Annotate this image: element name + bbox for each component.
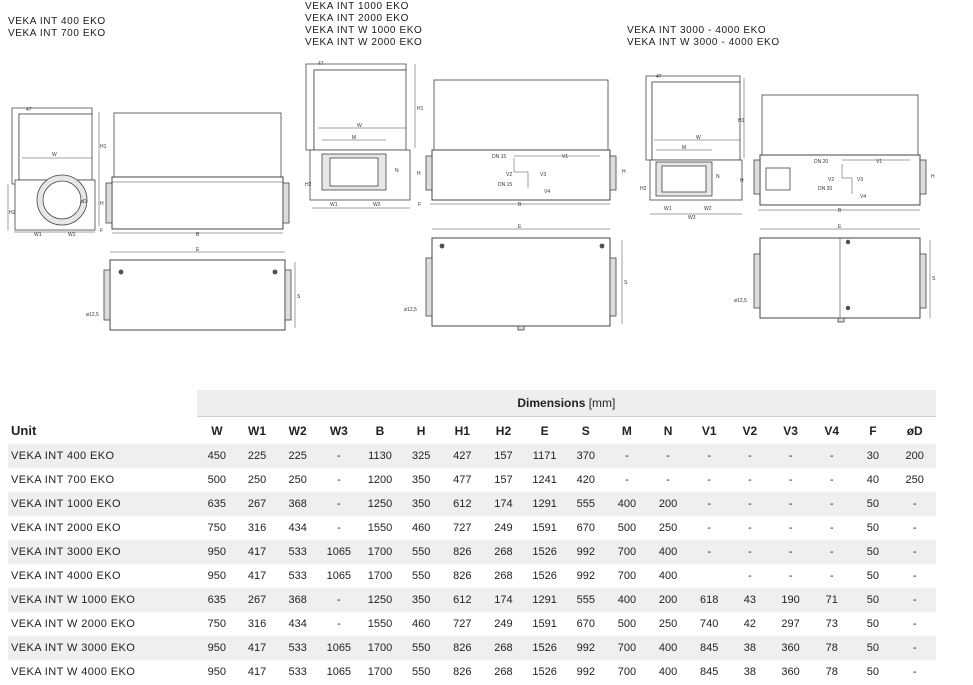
dimension-cell: - [318,612,359,636]
dim-dn15-label: DN 15 [492,154,507,160]
dimension-cell: 670 [565,516,606,540]
dimension-cell [689,564,730,588]
dimension-cell: 750 [197,516,237,540]
dimension-cell: - [811,540,852,564]
dim-b-label: B [838,208,842,214]
column-header: V4 [824,423,840,438]
dimension-cell: 297 [770,612,811,636]
column-header: E [540,423,549,438]
dim-47-label: 47 [656,74,662,80]
table-row [8,516,936,540]
dimension-cell: 200 [893,444,936,468]
dimension-cell: 200 [648,588,689,612]
dim-m-label: M [352,135,357,141]
dimension-cell: - [811,564,852,588]
dimension-cell: - [893,540,936,564]
dim-w-label: W [696,135,701,141]
dimension-cell: 325 [401,444,442,468]
dim-f-label: F [418,202,422,208]
dim-dn15-label: DN 15 [498,182,513,188]
dimension-cell: 700 [606,540,647,564]
unit-name-cell: VEKA INT W 3000 EKO [8,636,197,660]
unit-name-cell: VEKA INT 400 EKO [8,444,197,468]
dimension-cell: 250 [277,468,318,492]
column-header: øD [906,423,923,438]
dimension-cell: 1526 [524,564,565,588]
dim-w3-label: W3 [688,215,696,221]
dimension-cell: 50 [852,588,893,612]
dimension-cell: 550 [401,564,442,588]
dimension-cell: 50 [852,540,893,564]
dimension-cell: 250 [893,468,936,492]
column-header: V2 [742,423,758,438]
dimension-cell: 992 [565,636,606,660]
unit-name-cell: VEKA INT 4000 EKO [8,564,197,588]
dimension-cell: - [606,468,647,492]
dimension-cell: 225 [277,444,318,468]
dimension-cell: 1250 [359,588,400,612]
dimension-cell: 533 [277,660,318,684]
dim-v4-label: V4 [544,189,551,195]
dim-s-label: S [297,294,301,300]
dimension-cell: 200 [648,492,689,516]
dimension-cell: 635 [197,492,237,516]
dimension-cell: - [606,444,647,468]
model-label: VEKA INT 700 EKO [8,28,106,39]
dimension-cell: 50 [852,516,893,540]
dimension-cell: - [811,492,852,516]
dimension-cell: 500 [606,612,647,636]
dimension-cell: - [811,468,852,492]
dimension-cell: 1291 [524,588,565,612]
dim-v3-label: V3 [857,177,864,183]
dimension-cell: - [770,468,811,492]
dimension-cell: 550 [401,660,442,684]
column-header: B [375,423,385,438]
dimension-cell: 71 [811,588,852,612]
dimension-cell: 450 [197,444,237,468]
dimension-cell: 1065 [318,540,359,564]
dimension-cell: 740 [689,612,730,636]
column-header: W2 [288,423,307,438]
dimension-cell: 555 [565,492,606,516]
column-header: V3 [783,423,798,438]
dimension-cell: 750 [197,612,237,636]
dim-w2-label: W2 [373,202,381,208]
dimension-cell: 249 [483,516,524,540]
dimension-cell: 50 [852,636,893,660]
dimension-cell: 417 [237,564,277,588]
dimension-cell: 400 [648,660,689,684]
dimension-cell: 267 [237,588,277,612]
dimension-cell: 73 [811,612,852,636]
dimension-cell: - [318,588,359,612]
dimensions-header-title: Dimensions [517,396,586,410]
dimension-cell: 43 [730,588,770,612]
unit-name-cell: VEKA INT 1000 EKO [8,492,197,516]
dimension-cell: - [770,492,811,516]
column-header: W3 [329,423,348,438]
dimension-cell: 1591 [524,516,565,540]
table-row [8,660,936,684]
dimension-cell: 1700 [359,660,400,684]
dimension-cell: - [689,444,730,468]
dimension-cell: 1250 [359,492,400,516]
dimension-cell: - [893,588,936,612]
column-header: H2 [495,423,512,438]
dimension-cell: 950 [197,540,237,564]
dimensions-table [8,390,936,684]
dimension-cell: 78 [811,660,852,684]
dimension-cell: 500 [197,468,237,492]
dimension-cell: 992 [565,540,606,564]
dimension-cell: 1200 [359,468,400,492]
dimension-cell: - [689,492,730,516]
dim-od-label: øD [80,199,87,205]
dimension-cell: 420 [565,468,606,492]
dim-w1-label: W1 [34,232,42,238]
dimension-cell: 370 [565,444,606,468]
dimension-cell: 250 [237,468,277,492]
dimension-cell: 360 [770,660,811,684]
dim-s-label: S [932,276,936,282]
dimension-cell: - [730,468,770,492]
dimension-cell: - [730,540,770,564]
dimension-cell: 477 [442,468,483,492]
dim-b-label: B [518,202,522,208]
column-header: F [869,423,877,438]
dim-h1-label: H1 [738,118,745,124]
unit-name-cell: VEKA INT W 2000 EKO [8,612,197,636]
dim-v2-label: V2 [506,172,513,178]
dimension-cell: - [770,564,811,588]
model-label: VEKA INT W 3000 - 4000 EKO [627,37,780,48]
dim-v1-label: V1 [876,159,883,165]
dimension-cell: 350 [401,588,442,612]
dim-w1-label: W1 [664,206,672,212]
dimensions-group-header [197,390,936,417]
table-row [8,468,936,492]
dimension-cell: 268 [483,636,524,660]
table-column-header-row [8,417,936,445]
dimension-cell: - [730,444,770,468]
dim-h2-label: H2 [640,186,647,192]
dimension-cell: 427 [442,444,483,468]
dimension-cell: 1550 [359,516,400,540]
dimension-cell: 316 [237,612,277,636]
dimension-cell: 42 [730,612,770,636]
dimension-cell: - [893,660,936,684]
dimension-cell: 727 [442,612,483,636]
model-label: VEKA INT 2000 EKO [305,13,409,24]
dim-47-label: 47 [318,61,324,67]
column-header: W [211,423,223,438]
dim-m-label: M [682,145,687,151]
dimension-cell: - [893,612,936,636]
dimension-cell: 1291 [524,492,565,516]
drawing-group-2 [305,61,628,330]
dimension-cell: 992 [565,660,606,684]
dimension-cell: 157 [483,444,524,468]
dim-47-label: 47 [26,107,32,113]
model-label: VEKA INT 400 EKO [8,16,106,27]
column-header-unit: Unit [11,422,37,438]
dimension-cell: 1130 [359,444,400,468]
dimension-cell: - [318,468,359,492]
dim-h1-label: H1 [100,144,107,150]
column-header: S [581,423,590,438]
dimension-cell: 460 [401,612,442,636]
dimensions-table-container [8,390,936,684]
table-group-header-row [8,390,936,417]
unit-name-cell: VEKA INT W 1000 EKO [8,588,197,612]
dim-dn20-label: DN 20 [814,159,829,165]
dimension-cell: 1700 [359,564,400,588]
dimension-cell: 50 [852,660,893,684]
model-label: VEKA INT 1000 EKO [305,1,409,12]
column-header: M [621,423,632,438]
dimension-cell: 700 [606,564,647,588]
dimension-cell: 268 [483,564,524,588]
dimension-cell: 700 [606,660,647,684]
dimension-cell: 368 [277,492,318,516]
dim-w2-label: W2 [68,232,76,238]
table-row [8,492,936,516]
table-body [8,444,936,684]
dimension-cell: 533 [277,540,318,564]
dim-n-label: N [395,168,399,174]
dimension-cell: 1700 [359,540,400,564]
dimension-cell: 460 [401,516,442,540]
dim-w-label: W [357,123,362,129]
dim-h-label: H [622,169,626,175]
drawing-group-3 [640,74,936,322]
dimension-cell: 417 [237,540,277,564]
column-header: H1 [454,423,470,438]
column-header: V1 [701,423,717,438]
dim-e-label: E [838,224,842,230]
dimension-cell: 40 [852,468,893,492]
dimension-cell: 950 [197,564,237,588]
dimension-cell: 400 [606,492,647,516]
dimension-cell: 1526 [524,540,565,564]
dimension-cell: 417 [237,660,277,684]
dimension-cell: 157 [483,468,524,492]
dimension-cell: 174 [483,588,524,612]
dimension-cell: 1550 [359,612,400,636]
dimension-cell: 38 [730,660,770,684]
dimension-cell: 670 [565,612,606,636]
dim-e-label: E [196,247,200,253]
dimension-cell: 845 [689,660,730,684]
dim-w1-label: W1 [330,202,338,208]
dimension-cell: 400 [606,588,647,612]
dimension-cell: 727 [442,516,483,540]
dimension-cell: 950 [197,660,237,684]
group-header-spacer [8,390,197,417]
dimension-cell: 400 [648,636,689,660]
table-row [8,564,936,588]
dimensions-header-unit: [mm] [585,396,616,410]
dim-b-label: B [196,232,200,238]
dimension-cell: 268 [483,540,524,564]
dim-v4-label: V4 [860,194,867,200]
column-header: N [663,423,673,438]
dimension-cell: 190 [770,588,811,612]
dimension-cell: 268 [483,660,524,684]
dimension-cell: 1065 [318,636,359,660]
dimension-cell: - [318,444,359,468]
dimension-cell: 350 [401,468,442,492]
dim-v1-label: V1 [562,154,569,160]
dimension-cell: 618 [689,588,730,612]
dimension-cell: 826 [442,564,483,588]
dimension-cell: - [893,492,936,516]
dimension-cell: 250 [648,612,689,636]
dimension-cell: 417 [237,636,277,660]
column-header: W1 [248,423,267,438]
dimension-cell: - [730,516,770,540]
dim-h-label: H [740,178,744,184]
dimension-cell: 1241 [524,468,565,492]
dimension-cell: - [893,564,936,588]
dim-n-label: N [716,174,720,180]
unit-name-cell: VEKA INT 700 EKO [8,468,197,492]
dimension-cell: 612 [442,492,483,516]
dim-h1-label: H1 [417,106,424,112]
dimension-cell: 400 [648,540,689,564]
dimension-cell: 400 [648,564,689,588]
dimension-cell: 1065 [318,660,359,684]
dimension-cell: 38 [730,636,770,660]
table-row [8,612,936,636]
dimension-cell: 826 [442,540,483,564]
dimension-cell: - [770,444,811,468]
dimension-cell: 1526 [524,660,565,684]
dimension-cell: 635 [197,588,237,612]
dimension-cell: 434 [277,612,318,636]
dimension-cell: 550 [401,636,442,660]
dim-e-label: E [518,224,522,230]
dimension-cell: 174 [483,492,524,516]
dimension-cell: 1171 [524,444,565,468]
drawing-group-1 [8,107,301,330]
dimension-cell: 350 [401,492,442,516]
dimension-cell: 78 [811,636,852,660]
model-label: VEKA INT W 2000 EKO [305,37,423,48]
dimension-cell: - [770,540,811,564]
dim-w-label: W [52,152,57,158]
model-label: VEKA INT 3000 - 4000 EKO [627,25,767,36]
dimension-cell: 612 [442,588,483,612]
dim-w2-label: W2 [704,206,712,212]
dim-hole-label: ø12,5 [734,298,747,304]
dimension-cell: - [811,516,852,540]
dimension-cell: - [893,636,936,660]
dim-h-label: H [100,201,104,207]
dimension-cell: - [318,516,359,540]
dimension-cell: 368 [277,588,318,612]
dimension-cell: - [730,564,770,588]
table-row [8,540,936,564]
dimension-cell: 992 [565,564,606,588]
dimension-cell: 555 [565,588,606,612]
dimension-cell: 250 [648,516,689,540]
dimension-cell: 533 [277,564,318,588]
dimension-cell: - [770,516,811,540]
dim-hole-label: ø12,5 [86,312,99,318]
dimension-cell: - [648,444,689,468]
dimension-cell: 700 [606,636,647,660]
dimension-cell: 1065 [318,564,359,588]
dimension-cell: 249 [483,612,524,636]
dimension-cell: 30 [852,444,893,468]
dim-h2-label: H2 [9,210,16,216]
dimension-cell: 1526 [524,636,565,660]
dim-s-label: S [624,280,628,286]
dim-h-label: H [417,171,421,177]
dimension-cell: 434 [277,516,318,540]
dimension-cell: 950 [197,636,237,660]
dim-f-label: F [100,228,104,234]
dimension-cell: 225 [237,444,277,468]
dimension-cell: 1591 [524,612,565,636]
dim-dn20-label: DN 20 [818,186,833,192]
dimension-cell: - [893,516,936,540]
unit-name-cell: VEKA INT 3000 EKO [8,540,197,564]
dimension-cell: - [689,540,730,564]
dimension-cell: 1700 [359,636,400,660]
dimension-cell: 50 [852,564,893,588]
dimension-cell: - [318,492,359,516]
dim-h-label: H [931,174,935,180]
dim-v2-label: V2 [828,177,835,183]
dimension-cell: 826 [442,636,483,660]
table-row [8,588,936,612]
dimension-cell: 826 [442,660,483,684]
model-label: VEKA INT W 1000 EKO [305,25,423,36]
column-header: H [416,423,426,438]
dimension-cell: 316 [237,516,277,540]
dim-h2-label: H2 [305,182,312,188]
dimension-cell: 50 [852,492,893,516]
unit-name-cell: VEKA INT W 4000 EKO [8,660,197,684]
dimension-cell: 550 [401,540,442,564]
dimension-cell: - [689,516,730,540]
dimension-cell: - [811,444,852,468]
table-row [8,444,936,468]
dimension-cell: 50 [852,612,893,636]
dimension-cell: 500 [606,516,647,540]
dimension-cell: - [648,468,689,492]
table-row [8,636,936,660]
dimension-cell: 267 [237,492,277,516]
dimension-cell: 360 [770,636,811,660]
dimension-cell: 533 [277,636,318,660]
unit-name-cell: VEKA INT 2000 EKO [8,516,197,540]
dim-v3-label: V3 [540,172,547,178]
dimension-cell: - [730,492,770,516]
dimension-cell: 845 [689,636,730,660]
dimension-cell: - [689,468,730,492]
dim-hole-label: ø12,5 [404,307,417,313]
